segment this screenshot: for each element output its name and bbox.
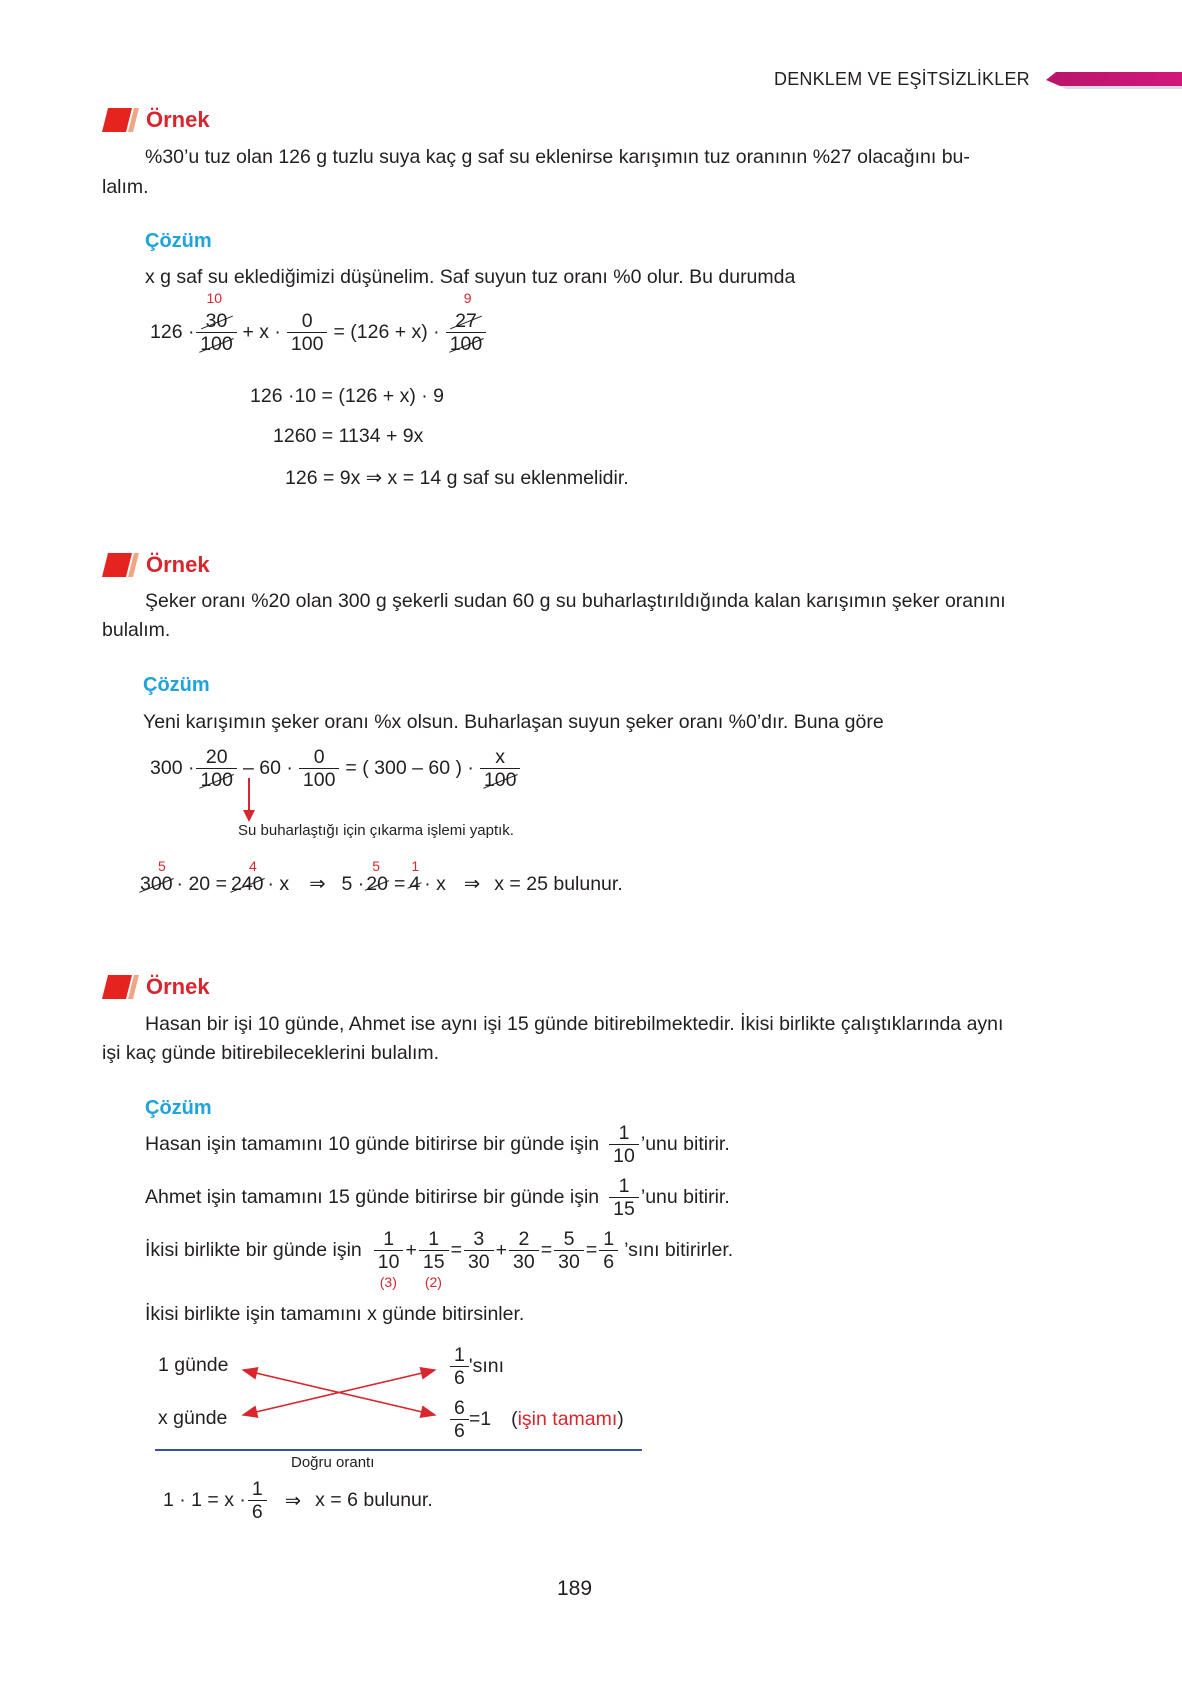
arrow-note: Su buharlaştığı için çıkarma işlemi yaptık. <box>238 822 514 839</box>
implies-arrow: ⇒ <box>284 1489 302 1512</box>
line-both: İkisi birlikte bir günde işin 1 10 (3) + 1 15 (2) = $\frac{3}{30}$ + $\frac{2}{30}$ = $\frac{5}{30}$ = $\frac{1}{6}$ ’sını bitirirler. <box>145 1228 734 1290</box>
divider-line <box>155 1449 642 1451</box>
example-3-final: 1 · 1 = x · $\frac{1}{6}$ ⇒ x = 6 bulunur. <box>163 1478 433 1523</box>
example-3-problem-line-2: işi kaç günde bitirebileceklerini bulalım. <box>102 1042 440 1064</box>
example-1-intro: x g saf su eklediğimizi düşünelim. Saf suyun tuz oranı %0 olur. Bu durumda <box>145 266 796 288</box>
example-2-problem-line-1: Şeker oranı %20 olan 300 g şekerli sudan 60 g su buharlaştırıldığında kalan karışımın şeker oranını <box>145 590 1006 612</box>
cross-arrows-icon <box>235 1355 445 1425</box>
line-hasan: Hasan işin tamamını 10 günde bitirirse bir günde işin $\frac{1}{10}$ ’unu bitirir. <box>145 1122 730 1167</box>
row1-right: $\frac{1}{6}$ 'sını <box>450 1344 504 1389</box>
row1-left: 1 günde <box>158 1354 229 1376</box>
example-1-problem-line-1: %30’u tuz olan 126 g tuzlu suya kaç g saf su eklenirse karışımın tuz oranının %27 olacağını bu- <box>145 146 970 168</box>
step-2: 1260 = 1134 + 9x <box>273 425 424 447</box>
example-label: Örnek <box>146 107 210 132</box>
chapter-title: DENKLEM VE EŞİTSİZLİKLER <box>774 69 1030 89</box>
implies-arrow: ⇒ <box>463 873 481 895</box>
example-3-problem-line-1: Hasan bir işi 10 günde, Ahmet ise aynı işi 15 günde bitirebilmektedir. İkisi birlikte çalıştıklarında aynı <box>145 1013 1004 1035</box>
example-2-problem-line-2: bulalım. <box>102 619 171 641</box>
fraction: $\frac{x}{100}$ <box>480 746 521 791</box>
example-badge-icon <box>102 973 142 1001</box>
step-3: 126 = 9x ⇒ x = 14 g saf su eklenmelidir. <box>285 467 629 489</box>
assume-line: İkisi birlikte işin tamamını x günde bitirsinler. <box>145 1303 525 1325</box>
example-2-header: Örnek <box>102 551 210 579</box>
fraction: 9 27 100 <box>446 310 487 355</box>
example-1-header <box>102 106 210 134</box>
step-1: 126 ·10 = (126 + x) · 9 <box>250 385 445 407</box>
example-badge-icon <box>102 106 142 134</box>
relation-label: Doğru orantı <box>291 1454 375 1471</box>
fraction: $\frac{0}{100}$ <box>299 746 340 791</box>
page-number: 189 <box>557 1577 593 1600</box>
fraction: 10 30 100 <box>196 310 236 355</box>
example-2-final: 5 300 · 20 = 4 240 · x ⇒ 5 · 5 20 = 1 4 · x ⇒ x = 25 bulunur. <box>140 857 623 895</box>
fraction: $\frac{20}{100}$ <box>196 746 237 791</box>
example-1-equation: 126 · 10 30 100 + x · $\frac{0}{100}$ = (126 + x) · 9 27 100 <box>150 310 488 355</box>
row2-right: $\frac{6}{6}$ =1 ( işin tamamı ) <box>450 1397 624 1442</box>
example-1-problem-line-2: lalım. <box>102 176 149 198</box>
implies-arrow: ⇒ <box>309 873 326 895</box>
arrow-down-icon <box>242 778 256 822</box>
solution-label: Çözüm <box>145 230 212 252</box>
chapter-tab-decoration <box>1046 70 1182 90</box>
example-badge-icon <box>102 551 142 579</box>
solution-label: Çözüm <box>145 1097 212 1119</box>
line-ahmet: Ahmet işin tamamını 15 günde bitirirse bir günde işin $\frac{1}{15}$ ’unu bitirir. <box>145 1175 730 1220</box>
row2-left: x günde <box>158 1407 228 1429</box>
solution-label: Çözüm <box>143 674 210 696</box>
example-3-header: Örnek <box>102 973 210 1001</box>
example-2-equation: 300 · $\frac{20}{100}$ – 60 · $\frac{0}{100}$ = ( 300 – 60 ) · $\frac{x}{100}$ <box>150 746 522 791</box>
example-2-intro: Yeni karışımın şeker oranı %x olsun. Buharlaşan suyun şeker oranı %0’dır. Buna göre <box>143 711 884 733</box>
fraction: $\frac{0}{100}$ <box>287 310 328 355</box>
